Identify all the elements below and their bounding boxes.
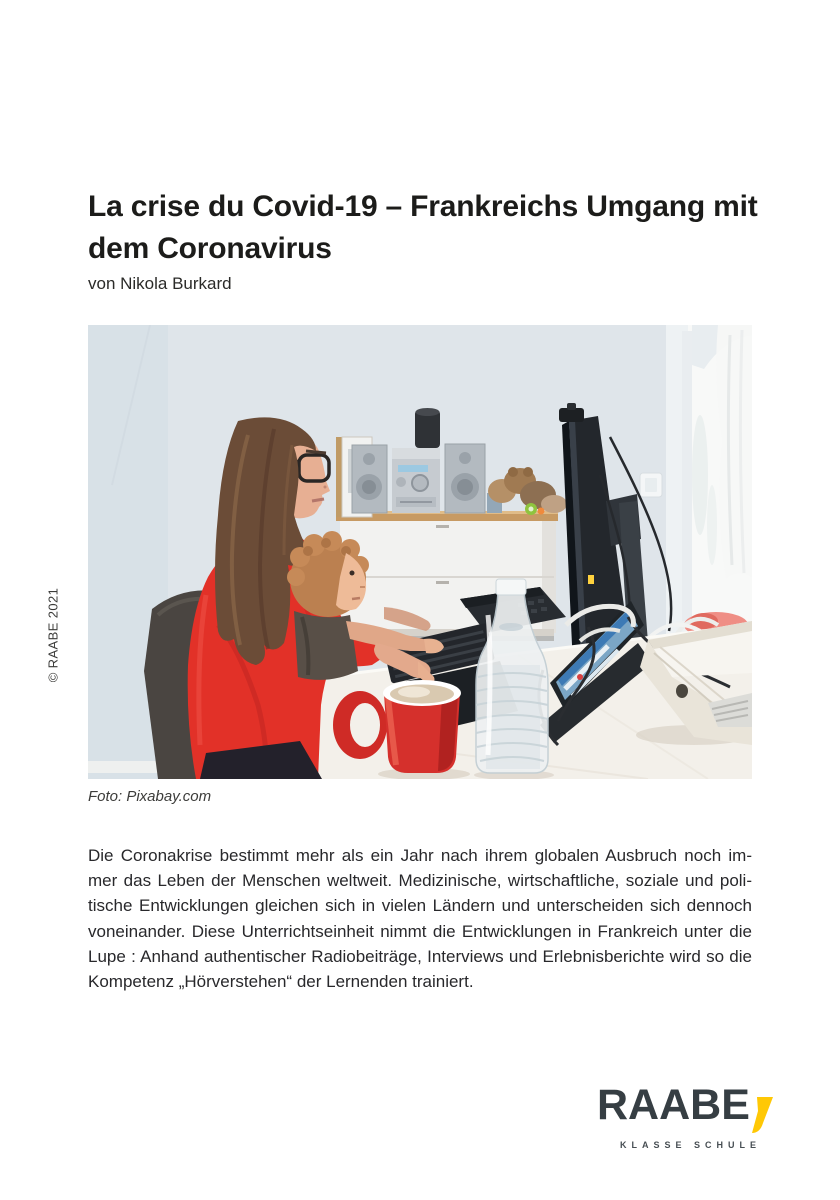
intro-paragraph — [88, 843, 752, 994]
paragraph-line: tische Entwicklungen gleichen sich in vielen Ländern und unterscheiden sich dennoch — [88, 896, 752, 916]
raabe-logo — [597, 1081, 772, 1150]
paragraph-line: mer das Leben der Menschen weltweit. Medizinische, wirtschaftliche, soziale und poli- — [88, 871, 752, 891]
raabe-logo-wordmark: RAABE — [597, 1081, 750, 1129]
page-title — [88, 186, 778, 270]
paragraph-line: Die Coronakrise bestimmt mehr als ein Jahr nach ihrem globalen Ausbruch noch im- — [88, 846, 752, 865]
author-byline: von Nikola Burkard — [88, 274, 232, 293]
title-line-2: dem Coronavirus — [88, 232, 332, 266]
light-switch-illustration — [640, 473, 662, 497]
raabe-logo-comma-icon — [752, 1097, 773, 1139]
vertical-copyright: © RAABE 2021 — [45, 587, 61, 683]
paragraph-line: voneinander. Diese Unterrichtseinheit nimmt die Entwicklungen in Frankreich unter die — [88, 921, 752, 941]
paragraph-line: Kompetenz „Hörverstehen“ der Lernenden trainiert. — [88, 972, 474, 992]
article-photo — [88, 325, 752, 779]
raabe-logo-tagline: KLASSE SCHULE — [620, 1140, 762, 1150]
title-line-1: La crise du Covid-19 – Frankreichs Umgang mit — [88, 190, 758, 224]
home-office-illustration — [88, 325, 752, 779]
photo-caption: Foto: Pixabay.com — [88, 788, 212, 805]
paragraph-line: Lupe : Anhand authentischer Radiobeiträge, Interviews und Erlebnisberichte wird so die — [88, 946, 752, 966]
curtain — [716, 325, 752, 579]
